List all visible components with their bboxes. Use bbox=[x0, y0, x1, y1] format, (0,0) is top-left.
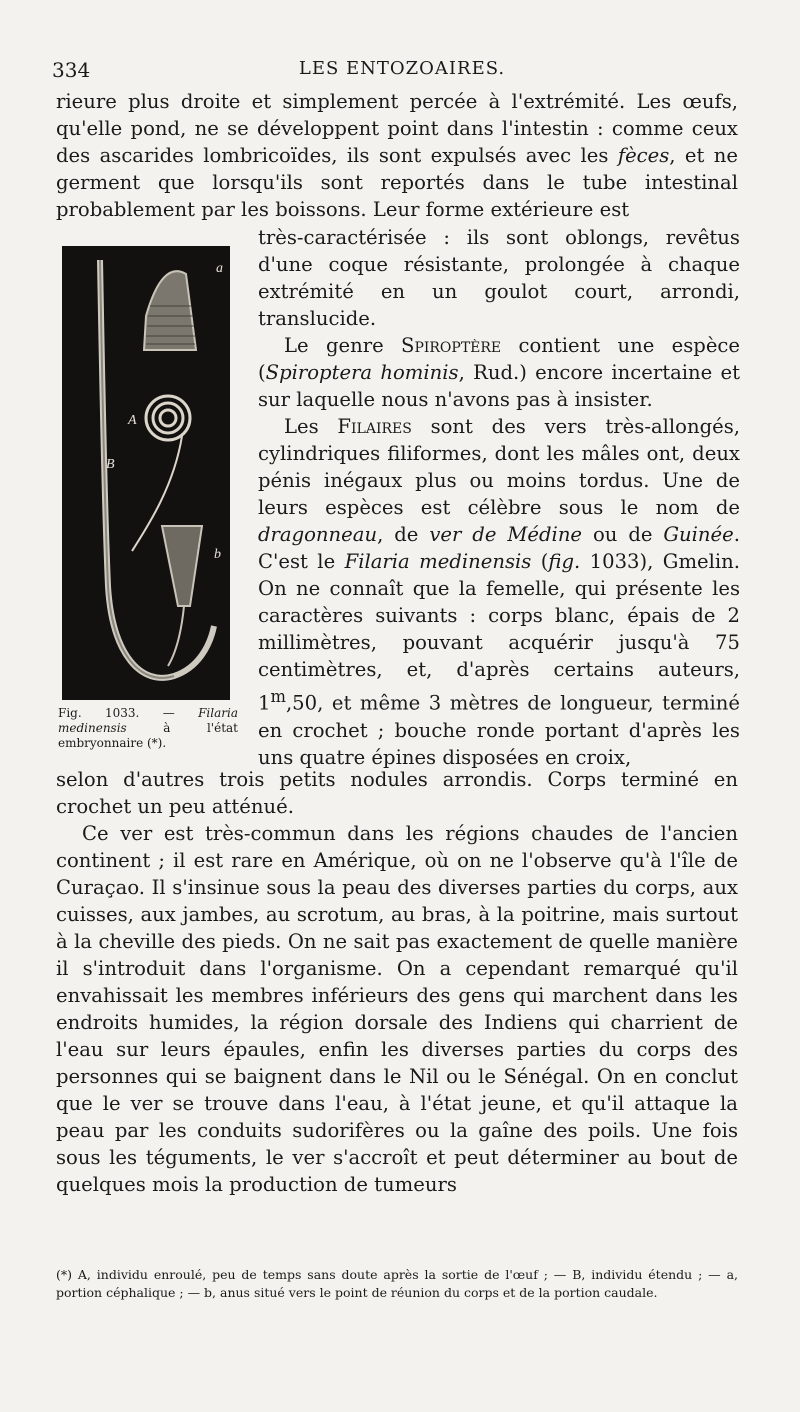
paragraph-filaires-end: selon d'autres trois petits nodules arrondis. Corps terminé en crochet un peu atténué. bbox=[56, 768, 738, 818]
label-a: a bbox=[216, 261, 223, 276]
paragraph-eggs: rieure plus droite et simplement percée à l'extrémité. Les œufs, qu'elle pond, ne se développent point dans l'intestin : comme ceux des ascarides lombricoïdes, ils sont expulsés avec les fèces, et ne germent que lorsqu'ils sont reportés dans le tube intestinal probablement par les boissons. Leur forme extérieure est bbox=[56, 90, 739, 221]
wrapped-text-column bbox=[258, 224, 740, 771]
paragraph-filaires: Les Filaires sont des vers très-allongés, cylindriques filiformes, dont les mâles ont, deux pénis inégaux plus ou moins tordus. Une de leurs espèces est célèbre sous le nom de dragonneau, de ver de Médine ou de Guinée. C'est le Filaria medinensis (fig. 1033), Gmelin. On ne connaît que la femelle, qui présente les caractères suivants : corps blanc, épais de 2 millimètres, pouvant acquérir jusqu'à 75 centimètres, et, d'après certains auteurs, 1$^m$,50, et même 3 mètres de longueur, terminé en crochet ; bouche ronde portant d'après les uns quatre épines disposées en croix, bbox=[258, 415, 740, 769]
label-A: A bbox=[128, 413, 137, 428]
paragraph-distribution: Ce ver est très-commun dans les régions chaudes de l'ancien continent ; il est rare en Amérique, où on ne l'observe qu'à l'île de Curaçao. Il s'insinue sous la peau des diverses parties du corps, aux cuisses, aux jambes, au scrotum, au bras, à la poitrine, mais surtout à la cheville des pieds. On ne sait pas exactement de quelle manière il s'introduit dans l'organisme. On a cependant remarqué qu'il envahissait les membres inférieurs des gens qui marchent dans les endroits humides, la région dorsale des Indiens qui charrient de l'eau sur leurs épaules, enfin les diverses parties du corps des personnes qui se baignent dans le Nil ou le Sénégal. On en conclut que le ver se trouve dans l'eau, à l'état jeune, et qu'il attaque la peau par les conduits sudorifères ou la gaîne des poils. Une fois sous les téguments, le ver s'accroît et peut déterminer au bout de quelques mois la production de tumeurs bbox=[56, 822, 738, 1196]
figure-1033 bbox=[62, 246, 230, 700]
feces-term: fèces bbox=[617, 144, 670, 167]
running-title: LES ENTOZOAIRES. bbox=[298, 58, 506, 79]
paragraph-eggs-continued: très-caractérisée : ils sont oblongs, revêtus d'une coque résistante, prolongée à chaque extrémité en un goulot court, arrondi, translucide. bbox=[258, 226, 740, 330]
anal-portion-shape bbox=[162, 526, 202, 606]
page-header bbox=[52, 58, 752, 84]
label-b: b bbox=[214, 547, 221, 562]
filaria-illustration bbox=[62, 246, 230, 700]
full-width-text bbox=[56, 766, 738, 1198]
cephalic-portion-shape bbox=[144, 271, 196, 350]
footnote: (*) A, individu enroulé, peu de temps sans doute après la sortie de l'œuf ; — B, individu étendu ; — a, portion céphalique ; — b, anus situé vers le point de réunion du corps et de la portion caudale. bbox=[56, 1267, 738, 1300]
anal-portion-tail bbox=[168, 606, 184, 666]
coiled-worm-shape bbox=[146, 396, 190, 440]
paragraph-spiroptere: Le genre Spiroptère contient une espèce (Spiroptera hominis, Rud.) encore incertaine et sur laquelle nous n'avons pas à insister. bbox=[258, 334, 740, 411]
page-number: 334 bbox=[52, 58, 91, 82]
label-B: B bbox=[106, 457, 115, 472]
figure-caption: Fig. 1033. — Filaria medinensis à l'état embryonnaire (*). bbox=[58, 706, 238, 750]
